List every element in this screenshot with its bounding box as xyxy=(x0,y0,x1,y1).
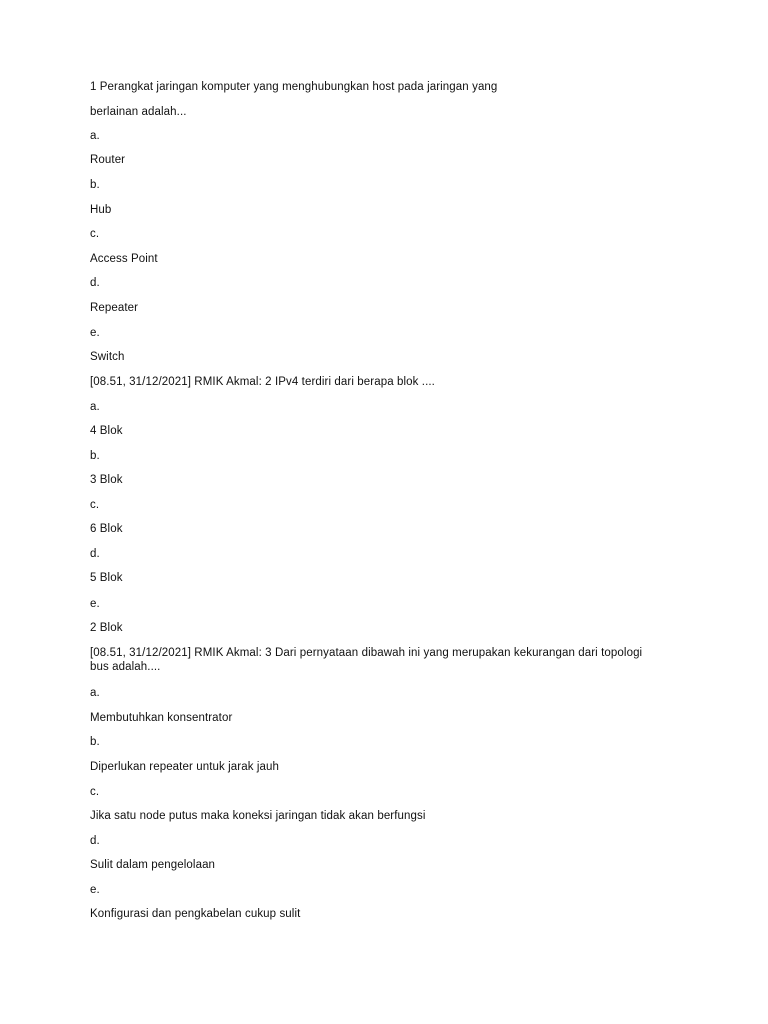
option-answer: 2 Blok xyxy=(90,622,123,634)
option-letter: d. xyxy=(90,277,100,289)
option-answer: Access Point xyxy=(90,253,158,265)
option-letter: e. xyxy=(90,327,100,339)
question-1-text-line-2: berlainan adalah... xyxy=(90,106,187,118)
option-answer: Membutuhkan konsentrator xyxy=(90,712,233,724)
option-letter: a. xyxy=(90,687,100,699)
option-answer: Jika satu node putus maka koneksi jaringan tidak akan berfungsi xyxy=(90,810,426,822)
option-answer: 3 Blok xyxy=(90,474,123,486)
question-3-text: [08.51, 31/12/2021] RMIK Akmal: 3 Dari pernyataan dibawah ini yang merupakan kekurangan dari topologi bus adalah.... xyxy=(90,647,643,673)
option-letter: b. xyxy=(90,736,100,748)
question-2-text: [08.51, 31/12/2021] RMIK Akmal: 2 IPv4 terdiri dari berapa blok .... xyxy=(90,376,435,388)
option-letter: c. xyxy=(90,228,100,240)
option-letter: c. xyxy=(90,786,100,798)
option-letter: d. xyxy=(90,835,100,847)
option-answer: Hub xyxy=(90,204,112,216)
option-letter: b. xyxy=(90,450,100,462)
option-answer: 4 Blok xyxy=(90,425,123,437)
question-1-text-line-1: 1 Perangkat jaringan komputer yang menghubungkan host pada jaringan yang xyxy=(90,81,498,93)
option-answer: 5 Blok xyxy=(90,572,123,584)
option-letter: b. xyxy=(90,179,100,191)
option-answer: Konfigurasi dan pengkabelan cukup sulit xyxy=(90,908,301,920)
option-letter: e. xyxy=(90,598,100,610)
option-answer: 6 Blok xyxy=(90,523,123,535)
option-answer: Repeater xyxy=(90,302,139,314)
option-answer: Switch xyxy=(90,351,125,363)
option-answer: Diperlukan repeater untuk jarak jauh xyxy=(90,761,279,773)
option-answer: Sulit dalam pengelolaan xyxy=(90,859,216,871)
option-letter: a. xyxy=(90,130,100,142)
option-letter: e. xyxy=(90,884,100,896)
option-letter: a. xyxy=(90,401,100,413)
option-letter: d. xyxy=(90,548,100,560)
option-letter: c. xyxy=(90,499,100,511)
option-answer: Router xyxy=(90,154,126,166)
